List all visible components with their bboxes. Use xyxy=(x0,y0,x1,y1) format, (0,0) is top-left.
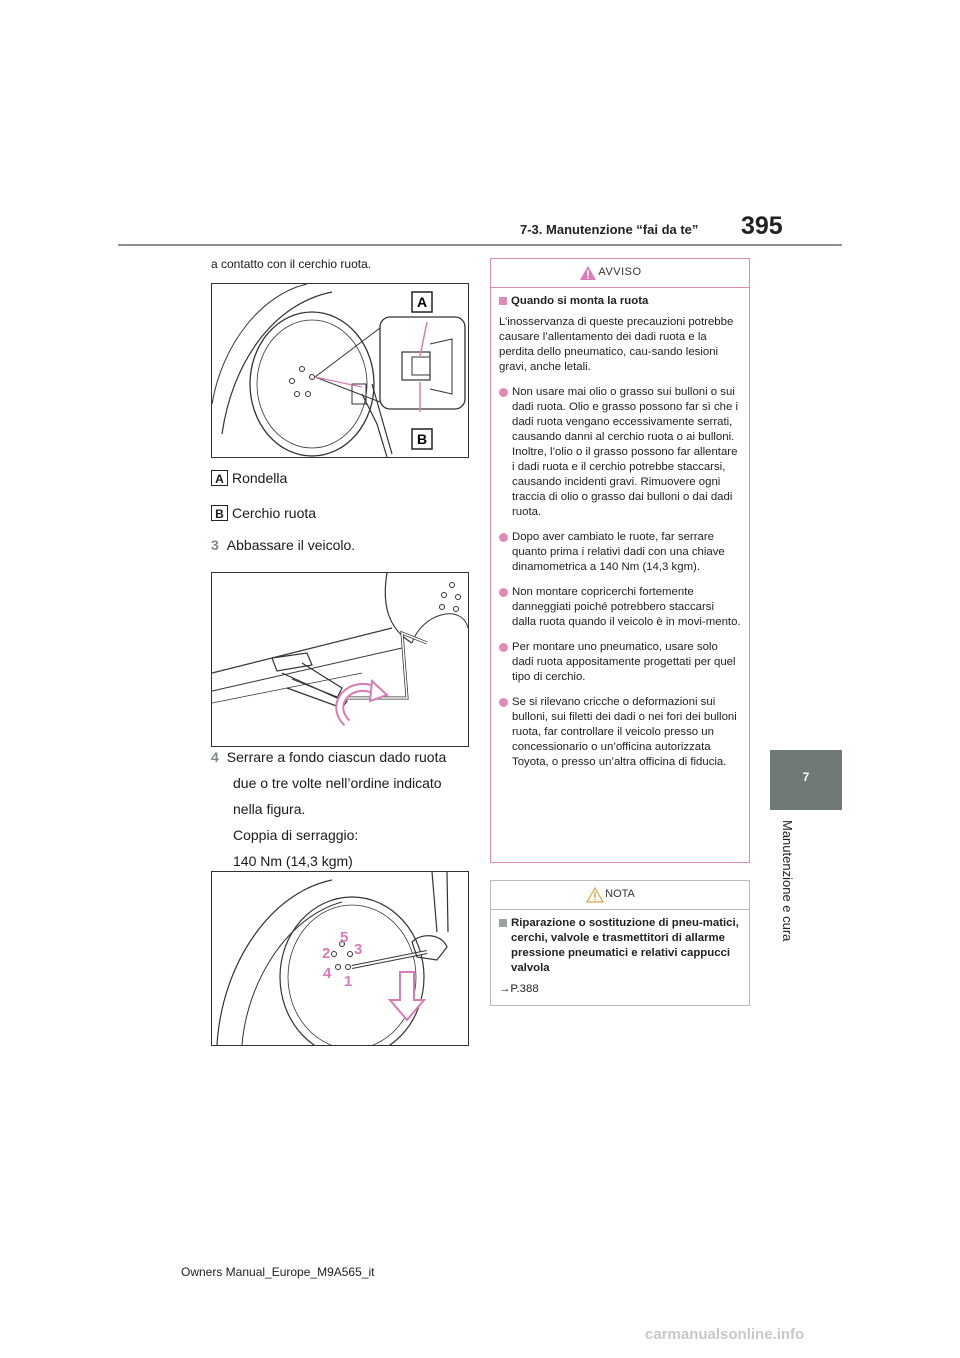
warning-bullet xyxy=(499,585,741,630)
legend-item-b xyxy=(211,505,316,521)
warning-heading xyxy=(499,294,741,309)
order-number-3: 3 xyxy=(354,941,363,958)
callout-a-marker: A xyxy=(211,470,228,486)
note-header xyxy=(491,881,749,910)
chapter-tab[interactable] xyxy=(770,750,842,810)
order-number-4: 4 xyxy=(323,965,332,982)
watermark: carmanualsonline.info xyxy=(645,1326,805,1343)
warning-header xyxy=(491,259,749,288)
figure-tightening-order xyxy=(211,871,469,1046)
order-number-2: 2 xyxy=(322,945,331,962)
header-rule xyxy=(118,244,842,246)
square-bullet-icon xyxy=(499,919,507,927)
note-content xyxy=(491,910,749,997)
note-heading-text: Riparazione o sostituzione di pneu-matici, cerchi, valvole e trasmettitori di allarme pressione pneumatici e relativi cappucci valvola xyxy=(511,917,739,974)
warning-content xyxy=(491,288,749,770)
warning-title: AVVISO xyxy=(598,266,642,278)
step-4-line-3: nella figura. xyxy=(233,801,306,817)
wheel-nut-illustration xyxy=(212,284,468,457)
circle-bullet-icon xyxy=(499,698,508,707)
note-box xyxy=(490,880,750,1006)
circle-bullet-icon xyxy=(499,588,508,597)
step-4-line-4: Coppia di serraggio: xyxy=(233,827,359,843)
page-number: 395 xyxy=(741,212,783,240)
note-title: NOTA xyxy=(605,888,635,900)
chapter-tab-number: 7 xyxy=(802,770,810,784)
warning-box xyxy=(490,258,750,863)
warning-bullet-text: Per montare uno pneumatico, usare solo dadi ruota appositamente progettati per quel tipo di cerchio. xyxy=(512,641,736,683)
step-4-line-5: 140 Nm (14,3 kgm) xyxy=(233,853,353,869)
warning-bullet xyxy=(499,640,741,685)
warning-bullet-text: Dopo aver cambiato le ruote, far serrare quanto prima i relativi dadi con una chiave dinamometrica a 140 Nm (14,3 kgm). xyxy=(512,531,725,573)
figure-lower-vehicle xyxy=(211,572,469,747)
callout-b-label: Cerchio ruota xyxy=(232,505,317,521)
circle-bullet-icon xyxy=(499,643,508,652)
note-page-reference[interactable]: →P.388 xyxy=(499,983,539,995)
circle-bullet-icon xyxy=(499,388,508,397)
order-number-1: 1 xyxy=(344,973,353,990)
step-4 xyxy=(211,744,471,874)
step-4-line-1: Serrare a fondo ciascun dado ruota xyxy=(226,749,447,765)
warning-bullet xyxy=(499,695,741,770)
intro-text: a contatto con il cerchio ruota. xyxy=(211,257,372,271)
warning-bullet xyxy=(499,530,741,575)
step-4-number: 4 xyxy=(211,749,219,765)
chapter-side-label: Manutenzione e cura xyxy=(780,820,795,942)
tightening-order-illustration xyxy=(212,872,468,1045)
step-3 xyxy=(211,532,355,558)
warning-heading-text: Quando si monta la ruota xyxy=(511,295,649,307)
section-title: 7-3. Manutenzione “fai da te” xyxy=(520,222,699,237)
warning-bullet-text: Se si rilevano cricche o deformazioni sui bulloni, sui filetti dei dadi o nei fori dei bulloni ruota, far controllare il veicolo presso un concessionario o un’officina autorizzata Toyota, o presso un’altra officina di fiducia. xyxy=(512,696,737,768)
step-4-line-2: due o tre volte nell’ordine indicato xyxy=(233,775,442,791)
figure-callout-a: A xyxy=(416,294,428,310)
figure-wheel-nut-detail xyxy=(211,283,469,458)
figure-callout-b: B xyxy=(416,431,428,447)
square-bullet-icon xyxy=(499,297,507,305)
note-heading xyxy=(499,916,741,976)
warning-intro: L’inosservanza di queste precauzioni potrebbe causare l’allentamento dei dadi ruota e la perdita dello pneumatico, cau-sando lesioni gravi, anche letali. xyxy=(499,316,734,373)
circle-bullet-icon xyxy=(499,533,508,542)
step-3-text: Abbassare il veicolo. xyxy=(226,537,356,553)
footer-manual-id: Owners Manual_Europe_M9A565_it xyxy=(181,1265,375,1279)
order-number-5: 5 xyxy=(340,929,349,946)
step-3-number: 3 xyxy=(211,537,219,553)
warning-bullet xyxy=(499,385,741,520)
warning-bullet-text: Non montare copricerchi fortemente danneggiati poiché potrebbero staccarsi dalla ruota quando il veicolo è in movi-mento. xyxy=(512,586,741,628)
warning-bullet-text: Non usare mai olio o grasso sui bulloni o sui dadi ruota. Olio e grasso possono far sì che i dadi ruota vengano eccessivamente serrati, causando danni al cerchio ruota o ai bulloni. Inoltre, l’olio o il grasso possono far allentare i dadi ruota e il cerchio potrebbe staccarsi, causando incidenti gravi. Rimuovere ogni traccia di olio o grasso dai bulloni o dai dadi ruota. xyxy=(512,386,739,518)
callout-b-marker: B xyxy=(211,505,228,521)
legend-item-a xyxy=(211,470,287,486)
jack-illustration xyxy=(212,573,468,746)
callout-a-label: Rondella xyxy=(232,470,288,486)
